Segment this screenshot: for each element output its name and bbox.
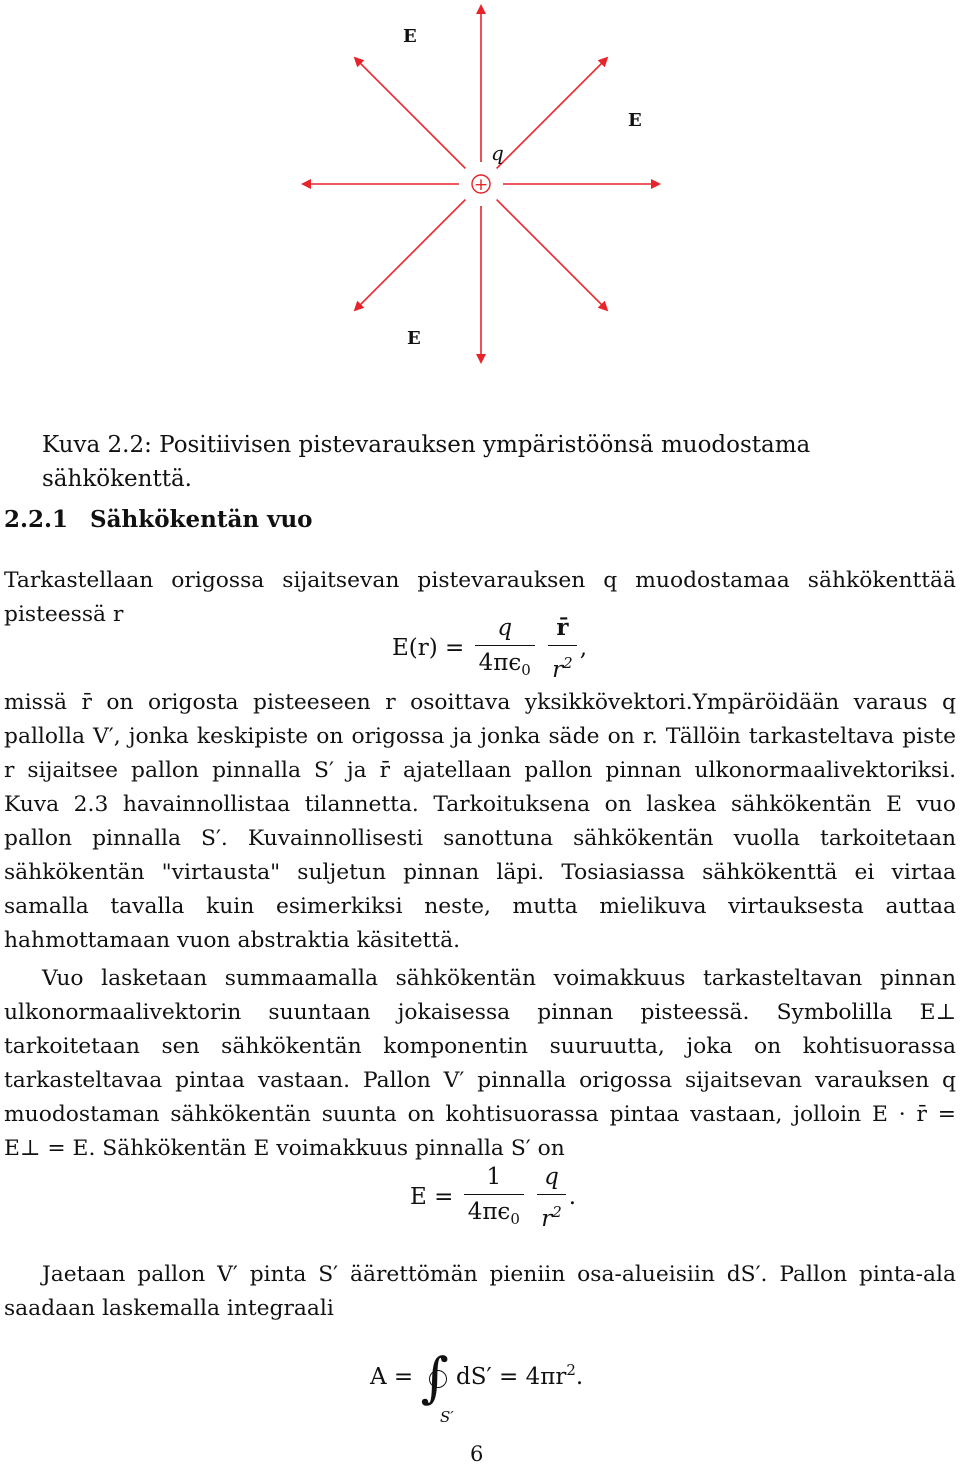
eq1-frac2-den-sup: 2 bbox=[563, 654, 573, 672]
figure-caption: Kuva 2.2: Positiivisen pistevarauksen ympäristöönsä muodostama sähkökenttä. bbox=[42, 432, 811, 492]
equation-field bbox=[392, 613, 587, 685]
equation-field-magnitude bbox=[410, 1162, 576, 1234]
field-figure bbox=[280, 0, 680, 380]
eq1-frac1 bbox=[475, 613, 535, 685]
eq2-frac2-den: r bbox=[541, 1206, 553, 1232]
charge-sign: + bbox=[473, 175, 489, 195]
field-label-bottom: E bbox=[407, 328, 421, 349]
equation-area-integral bbox=[370, 1346, 584, 1426]
paragraph-2: missä r̄ on origosta pisteeseen r osoittava yksikkövektori.Ympäröidään varaus q pallolla V′, jonka keskipiste on origossa ja jonka säde on r. Tällöin tarkasteltava piste r sijaitsee pallon pinnalla S′ ja r̄ ajatellaan pallon pinnan ulkonormaalivektoriksi. Kuva 2.3 havainnollistaa tilannetta. Tarkoituksena on laskea sähkökentän E vuo pallon pinnalla S′. Kuvainnollisesti sanottuna sähkökentän vuolla tarkoitetaan sähkökentän "virtausta" suljetun pinnan läpi. Tosiasiassa sähkökenttä ei virtaa samalla tavalla kuin esimerkiksi neste, mutta mielikuva virtauksesta auttaa hahmottamaan vuon abstraktia käsitettä. bbox=[4, 690, 956, 953]
eq2-lhs: E = bbox=[410, 1184, 454, 1210]
field-arrow bbox=[497, 200, 607, 310]
section-heading bbox=[4, 503, 313, 537]
eq1-frac1-num: q bbox=[475, 613, 535, 646]
eq1-lhs: E(r) = bbox=[392, 635, 465, 661]
eq2-frac2-num: q bbox=[537, 1162, 566, 1195]
paragraph-4: Jaetaan pallon V′ pinta S′ äärettömän pieniin osa-alueisiin dS′. Pallon pinta-ala saadaan laskemalla integraali bbox=[4, 1262, 956, 1321]
eq2-frac1-den: 4πϵ bbox=[467, 1199, 511, 1225]
eq2-frac1-num: 1 bbox=[464, 1162, 524, 1195]
eq2-tail: . bbox=[568, 1184, 577, 1210]
paragraph-1: Tarkastellaan origossa sijaitsevan pistevarauksen q muodostamaa sähkökenttää pisteessä r bbox=[4, 568, 956, 627]
eq1-frac1-den-sub: 0 bbox=[521, 661, 531, 679]
contour-integral-icon: ∫ bbox=[420, 1346, 449, 1409]
field-label-top: E bbox=[403, 26, 417, 47]
eq3-body: dS′ = 4πr bbox=[455, 1364, 567, 1390]
eq1-frac2 bbox=[548, 613, 577, 685]
eq3-int-sub: S′ bbox=[440, 1408, 454, 1426]
eq3-body-sup: 2 bbox=[566, 1361, 576, 1379]
field-arrow bbox=[355, 58, 465, 168]
eq3-tail: . bbox=[575, 1364, 584, 1390]
eq1-tail: , bbox=[579, 635, 587, 661]
paragraph-3: Vuo lasketaan summaamalla sähkökentän voimakkuus tarkasteltavan pinnan ulkonormaalivektorin suuntaan jokaisessa pinnan pisteessä. Symbolilla E⊥ tarkoitetaan sen sähkökentän komponentin suuruutta, joka on kohtisuorassa tarkasteltavaa pintaa vastaan. Pallon V′ pinnalla origossa sijaitsevan varauksen q muodostaman sähkökentän suunta on kohtisuorassa pintaa vastaan, jolloin E · r̄ = E⊥ = E. Sähkökentän E voimakkuus pinnalla S′ on bbox=[4, 966, 956, 1161]
eq2-frac1 bbox=[464, 1162, 524, 1234]
section-title: Sähkökentän vuo bbox=[90, 506, 313, 533]
eq2-frac1-den-sub: 0 bbox=[510, 1210, 520, 1228]
field-label-right: E bbox=[628, 110, 642, 131]
eq3-lhs: A = bbox=[370, 1364, 414, 1390]
eq1-frac1-den: 4πϵ bbox=[478, 650, 522, 676]
section-number: 2.2.1 bbox=[4, 506, 69, 533]
field-arrow bbox=[355, 200, 465, 310]
eq1-frac2-num: r̄ bbox=[548, 613, 577, 646]
charge-label: q bbox=[491, 141, 504, 165]
eq2-frac2 bbox=[537, 1162, 566, 1234]
eq1-frac2-den: r bbox=[552, 657, 564, 683]
eq2-frac2-den-sup: 2 bbox=[552, 1203, 562, 1221]
field-arrow bbox=[497, 58, 607, 168]
page-number: 6 bbox=[470, 1442, 484, 1466]
